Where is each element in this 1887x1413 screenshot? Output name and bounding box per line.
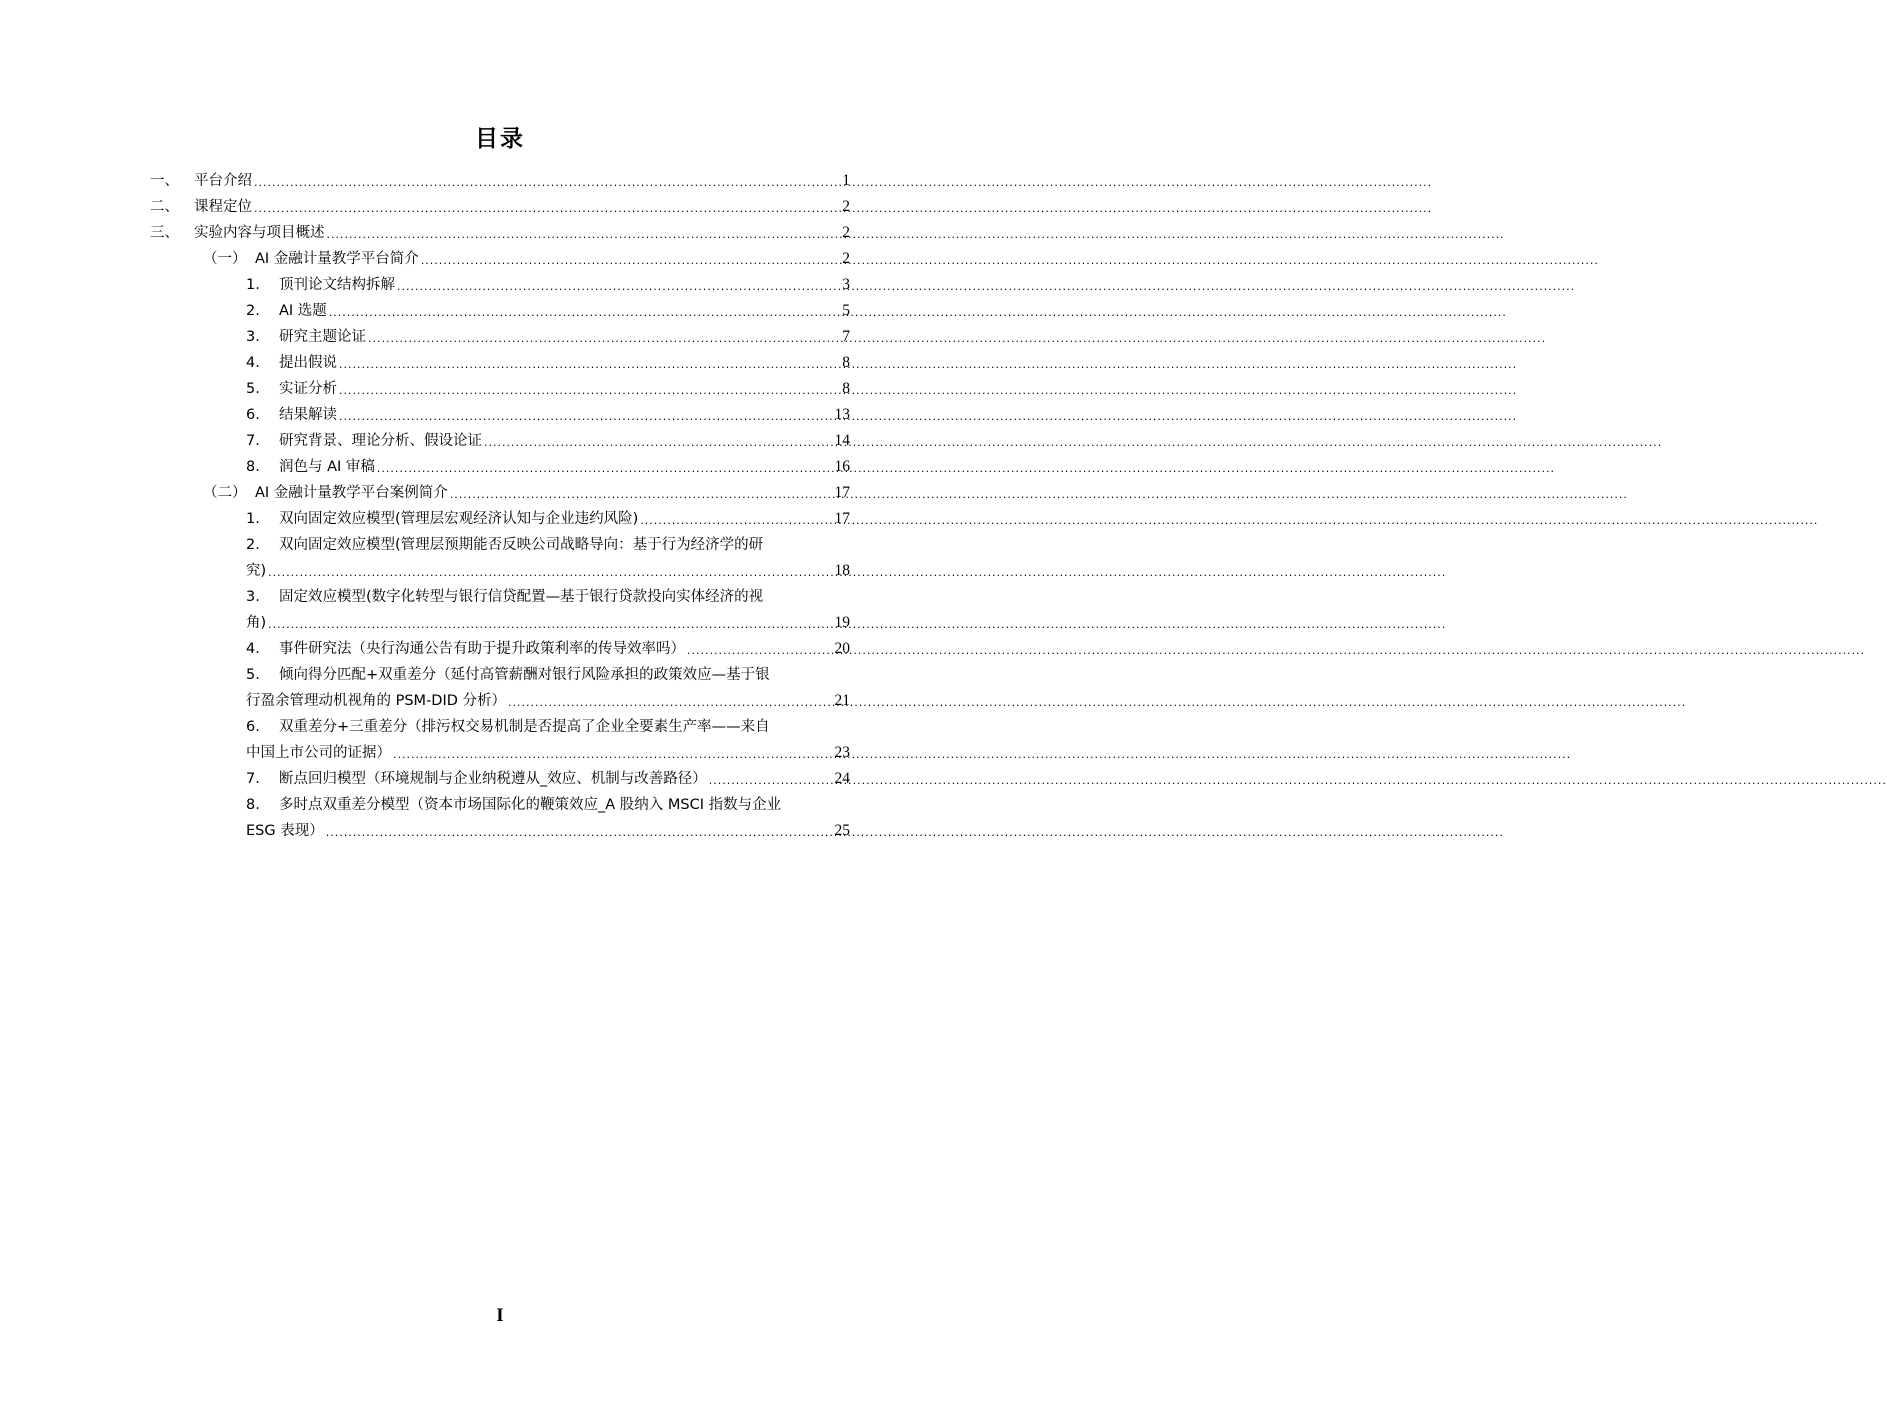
toc-number: 8.: [246, 459, 260, 475]
toc-entry-course-positioning[interactable]: [150, 198, 850, 216]
toc-page-number: 8: [842, 354, 850, 371]
toc-entry-case-4[interactable]: [246, 640, 850, 658]
toc-number: 1.: [246, 277, 260, 293]
toc-leader: [268, 566, 832, 580]
toc-number: 5.: [246, 381, 260, 397]
toc-title: 提出假说: [279, 355, 337, 371]
toc-title: 实验内容与项目概述: [194, 225, 325, 241]
toc-number: 三、: [150, 225, 179, 241]
toc-title: AI 金融计量教学平台案例简介: [255, 485, 448, 501]
toc-title-line2: ESG 表现）: [246, 823, 324, 839]
toc-title-line2: 中国上市公司的证据）: [246, 745, 391, 761]
toc-entry-platform-intro[interactable]: [150, 172, 850, 190]
toc-number: 一、: [150, 173, 179, 189]
toc-entry-topic-argument[interactable]: [246, 328, 850, 346]
toc-number: （二）: [203, 485, 247, 501]
toc-entry-case-7[interactable]: [246, 770, 850, 788]
toc-title-line1: 双重差分+三重差分（排污权交易机制是否提高了企业全要素生产率——来自: [279, 719, 770, 735]
toc-title: 事件研究法（央行沟通公告有助于提升政策利率的传导效率吗）: [279, 641, 685, 657]
toc-title: 课程定位: [194, 199, 252, 215]
toc-number: 6.: [246, 719, 260, 735]
toc-leader: [268, 618, 832, 632]
toc-title: 顶刊论文结构拆解: [279, 277, 395, 293]
toc-title-line2: 究): [246, 563, 267, 579]
toc-entry-paper-structure[interactable]: [246, 276, 850, 294]
page-footer-number: I: [496, 1305, 504, 1326]
toc-title: 双向固定效应模型(管理层宏观经济认知与企业违约风险): [279, 511, 639, 527]
toc-leader: [326, 826, 833, 840]
toc-entry-experiment-overview[interactable]: [150, 224, 850, 242]
toc-leader: [339, 384, 840, 398]
toc-number: 4.: [246, 641, 260, 657]
toc-page-number: 5: [842, 302, 850, 319]
toc-number: 1.: [246, 511, 260, 527]
toc-leader: [329, 306, 840, 320]
toc-leader: [687, 644, 833, 658]
toc-page-number: 23: [834, 744, 850, 761]
toc-title: 平台介绍: [194, 173, 252, 189]
toc-title-line1: 多时点双重差分模型（资本市场国际化的鞭策效应_A 股纳入 MSCI 指数与企业: [279, 797, 782, 813]
toc-number: （一）: [203, 251, 247, 267]
toc-page-number: 8: [842, 380, 850, 397]
toc-page-number: 16: [834, 458, 850, 475]
toc-page-number: 3: [842, 276, 850, 293]
toc-title-line1: 固定效应模型(数字化转型与银行信贷配置—基于银行贷款投向实体经济的视: [279, 589, 764, 605]
toc-title-line2: 角): [246, 615, 267, 631]
toc-entry-ai-topic[interactable]: [246, 302, 850, 320]
toc-title: 研究主题论证: [279, 329, 366, 345]
toc-number: 7.: [246, 433, 260, 449]
toc-page-number: 13: [834, 406, 850, 423]
toc-number: 5.: [246, 667, 260, 683]
toc-entry-case-1[interactable]: [246, 510, 850, 528]
toc-leader: [450, 488, 833, 502]
toc-entry-empirical-analysis[interactable]: [246, 380, 850, 398]
toc-leader: [421, 254, 840, 268]
toc-page-number: 21: [834, 692, 850, 709]
toc-page-number: 7: [842, 328, 850, 345]
toc-leader: [327, 228, 841, 242]
toc-number: 4.: [246, 355, 260, 371]
toc-number: 7.: [246, 771, 260, 787]
toc-number: 2.: [246, 303, 260, 319]
toc-page-number: 25: [834, 822, 850, 839]
toc-page-number: 14: [834, 432, 850, 449]
toc-leader: [254, 202, 840, 216]
toc-leader: [339, 358, 840, 372]
toc-leader: [393, 748, 833, 762]
toc-page-number: 1: [842, 172, 850, 189]
toc-number: 8.: [246, 797, 260, 813]
toc-leader: [508, 696, 832, 710]
toc-leader: [709, 774, 833, 788]
toc-leader: [254, 176, 840, 190]
toc-title: 润色与 AI 审稿: [279, 459, 375, 475]
toc-leader: [640, 514, 832, 528]
toc-entry-research-background[interactable]: [246, 432, 850, 450]
toc-number: 6.: [246, 407, 260, 423]
toc-title: 研究背景、理论分析、假设论证: [279, 433, 482, 449]
toc-leader: [368, 332, 840, 346]
toc-page-number: 2: [842, 250, 850, 267]
toc-number: 2.: [246, 537, 260, 553]
toc-page-number: 20: [834, 640, 850, 657]
toc-title: AI 选题: [279, 303, 327, 319]
toc-title: AI 金融计量教学平台简介: [255, 251, 419, 267]
toc-number: 二、: [150, 199, 179, 215]
toc-leader: [484, 436, 833, 450]
toc-page-number: 2: [842, 224, 850, 241]
toc-title-line1: 双向固定效应模型(管理层预期能否反映公司战略导向：基于行为经济学的研: [279, 537, 764, 553]
toc-leader: [377, 462, 833, 476]
toc-page-number: 19: [834, 614, 850, 631]
toc-title: 实证分析: [279, 381, 337, 397]
toc-title-line1: 倾向得分匹配+双重差分（延付高管薪酬对银行风险承担的政策效应—基于银: [279, 667, 770, 683]
page-title: 目录: [475, 126, 525, 152]
toc-title: 结果解读: [279, 407, 337, 423]
toc-page-number: 2: [842, 198, 850, 215]
toc-entry-result-interpretation[interactable]: [246, 406, 850, 424]
toc-entry-polish-review[interactable]: [246, 458, 850, 476]
toc-entry-case-brief[interactable]: [203, 484, 850, 502]
toc-entry-platform-brief[interactable]: [203, 250, 850, 268]
toc-entry-hypothesis[interactable]: [246, 354, 850, 372]
toc-number: 3.: [246, 329, 260, 345]
toc-leader: [339, 410, 833, 424]
toc-page-number: 17: [834, 510, 850, 527]
toc-page-number: 17: [834, 484, 850, 501]
toc-page-number: 24: [834, 770, 850, 787]
toc-page-number: 18: [834, 562, 850, 579]
toc-title-line2: 行盈余管理动机视角的 PSM-DID 分析）: [246, 693, 507, 709]
toc-title: 断点回归模型（环境规制与企业纳税遵从_效应、机制与改善路径）: [279, 771, 707, 787]
toc-number: 3.: [246, 589, 260, 605]
toc-leader: [397, 280, 840, 294]
